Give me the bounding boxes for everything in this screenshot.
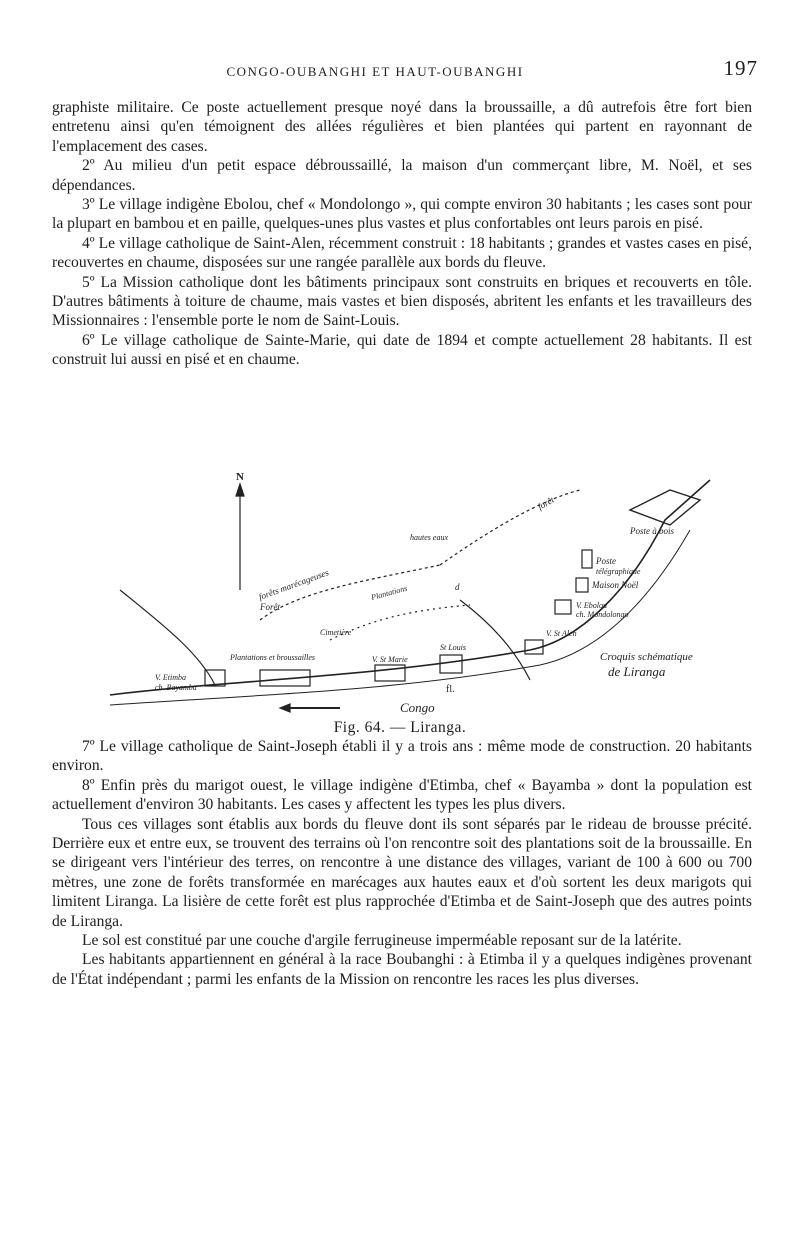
north-label: N (236, 471, 244, 483)
paragraph: 4º Le village catholique de Saint-Alen, récemment construit : 18 habitants ; grandes et vastes cases en pisé, recouvertes en chaume, disposées sur une rangée parallèle aux bords du fleuve. (52, 234, 752, 272)
bottom-text-block (52, 737, 752, 989)
paragraph: 3º Le village indigène Ebolou, chef « Mondolongo », qui compte environ 30 habitants ; les cases sont pour la plupart en bambou et en paille, quelques-unes plus vastes et plus confortables ont leurs parois en pisé. (52, 196, 752, 233)
paragraph: 5º La Mission catholique dont les bâtiments principaux sont construits en briques et recouverts en tôle. D'autres bâtiments à toiture de chaume, mais vastes et bien disposés, abritent les enfants et les travailleurs des Missionnaires : l'ensemble porte le nom de Saint-Louis. (52, 273, 752, 330)
foret-label-1: forêts marécageuses (257, 567, 330, 602)
maison-noel-label: Maison Noël (592, 580, 639, 590)
st-marie-label: V. St Marie (372, 655, 408, 664)
plantations-label: Plantations et broussailles (230, 653, 316, 662)
north-arrow-head (236, 484, 244, 496)
st-louis-mission (440, 655, 462, 673)
paragraph: Le sol est constitué par une couche d'argile ferrugineuse imperméable reposant sur de la latérite. (82, 932, 682, 950)
figure-caption: Fig. 64. — Liranga. (333, 719, 467, 736)
sketch-title-2: de Liranga (608, 664, 666, 679)
poste-tele-label-1: Poste (596, 556, 616, 566)
poste-a-bois-label: Poste à bois (630, 526, 674, 536)
ebolou-label-2: ch. Mondolongo (576, 610, 629, 619)
forest-edge (260, 565, 440, 620)
st-alen-label: V. St Alen (546, 629, 577, 638)
paragraph: 6º Le village catholique de Sainte-Marie, qui date de 1894 et compte actuellement 28 habitants. Il est construit lui aussi en pisé et en chaume. (52, 331, 752, 369)
etimba-label-1: V. Etimba (155, 673, 186, 682)
foret-label-4: d (455, 582, 460, 592)
ebolou-label-1: V. Ebolou (576, 601, 607, 610)
sketch-title-1: Croquis schématique (600, 651, 693, 663)
paragraph: Les habitants appartiennent en général à la race Boubanghi : à Etimba il y a quelques indigènes provenant de l'État indépendant ; parmi les enfants de la Mission on rencontre les races les plus diverses. (52, 951, 752, 988)
paragraph: 7º Le village catholique de Saint-Joseph établi il y a trois ans : même mode de construction. 20 habitants environ. (52, 738, 752, 775)
paragraph: Tous ces villages sont établis aux bords du fleuve dont ils sont séparés par le rideau de brousse précité. Derrière eux et entre eux, se trouvent des terrains où l'on rencontre soit des plantations soit de la broussaille. En se dirigeant vers l'intérieur des terres, on rencontre à une distance des villages, variant de 100 à 600 ou 700 mètres, une zone de forêts transformée en marécages aux hautes eaux et d'où sortent les deux marigots qui limitent Liranga. La lisière de cette forêt est plus rapprochée d'Etimba et de Saint-Joseph que des autres points de Liranga. (52, 815, 752, 930)
foret-label-5: Forêt (260, 602, 280, 612)
page-number: 197 (723, 56, 758, 80)
maison-noel-building (576, 578, 588, 592)
paragraph: 2º Au milieu d'un petit espace débroussaillé, la maison d'un commerçant libre, M. Noël, et ses dépendances. (52, 157, 752, 194)
liranga-sketch-map (110, 471, 710, 720)
current-arrow-head (280, 704, 290, 712)
river-label: Congo (400, 700, 435, 715)
ebolou-village (555, 600, 571, 614)
paragraph: 8º Enfin près du marigot ouest, le village indigène d'Etimba, chef « Bayamba » dont la population est actuellement d'environ 30 habitants. Les cases y affectent les types les plus divers. (52, 776, 752, 814)
fl-label: fl. (446, 684, 455, 695)
forest-edge-2 (440, 490, 580, 565)
poste-telegraphique-building (582, 550, 592, 568)
st-marie-village (375, 665, 405, 681)
marigot-east (460, 600, 530, 680)
st-louis-label: St Louis (440, 643, 467, 652)
paragraph: graphiste militaire. Ce poste actuellement presque noyé dans la broussaille, a dû autrefois être fort bien entretenu ainsi qu'en témoignent des allées régulières et bien plantées qui partent en rayonnant de l'emplacement des cases. (52, 99, 752, 155)
foret-label-2: hautes eaux (410, 533, 448, 542)
poste-tele-label-2: télégraphique (596, 567, 641, 576)
running-title: CONGO-OUBANGHI ET HAUT-OUBANGHI (226, 64, 524, 79)
top-text-block (52, 98, 752, 370)
foret-label-6: forêt (536, 494, 556, 512)
marigot-west (120, 590, 215, 685)
cimetiere-label: Cimetière (320, 628, 352, 637)
map-svg (110, 471, 710, 720)
foret-label-3: Plantations (370, 583, 409, 602)
etimba-label-2: ch. Bayamba (155, 683, 197, 692)
